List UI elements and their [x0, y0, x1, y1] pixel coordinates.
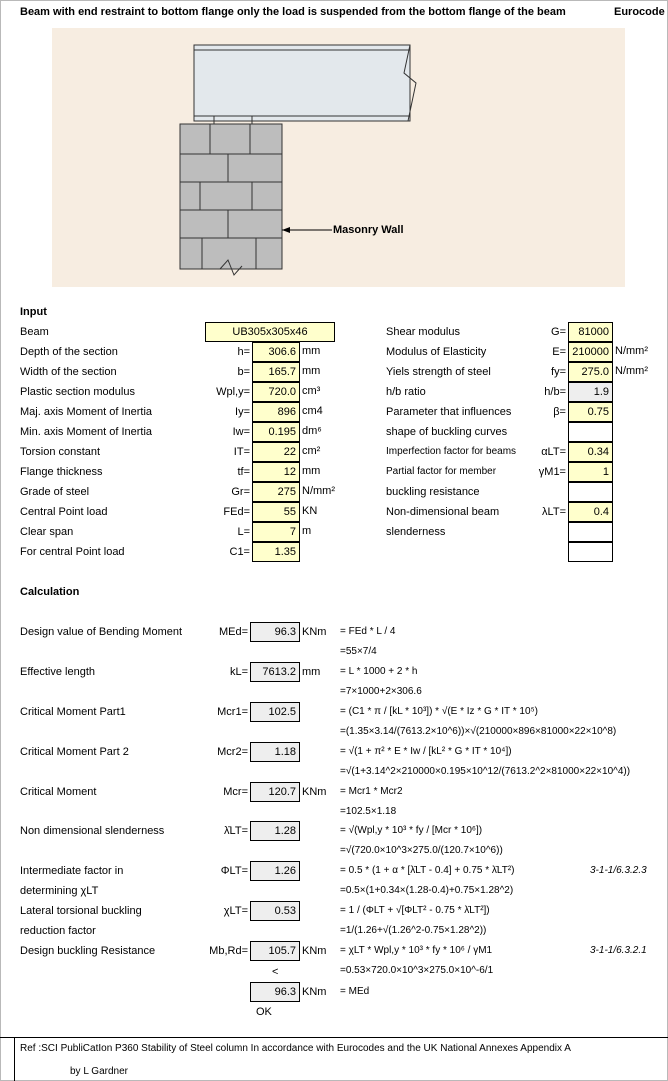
beam-wall-illustration: [52, 28, 625, 287]
input-value-cell[interactable]: 1.35: [252, 542, 300, 562]
calc-formula: = 1 / (ΦLT + √[ΦLT² - 0.75 * λ̄LT²]): [340, 905, 490, 916]
beam-section-select[interactable]: UB305x305x46: [205, 322, 335, 342]
input-symbol: h=: [237, 346, 250, 358]
input-unit: mm: [302, 345, 321, 357]
input-symbol: C1=: [229, 546, 250, 558]
calc-label-line2: reduction factor: [20, 925, 96, 937]
calc-label-line2: determining χLT: [20, 885, 99, 897]
input-label: Clear span: [20, 526, 74, 538]
footer-reference: Ref :SCI PubliCatIon P360 Stability of Steel column In accordance with Eurocodes and the UK National Annexes Appendix A: [20, 1043, 571, 1054]
input-value-cell-right[interactable]: 0.4: [568, 502, 613, 522]
calc-unit: mm: [302, 666, 321, 678]
ok-label: OK: [256, 1006, 272, 1018]
sheet-title: Beam with end restraint to bottom flange only the load is suspended from the bottom flange of the beam: [20, 6, 566, 18]
compare-symbol: <: [272, 966, 279, 978]
calc-unit: KNm: [302, 626, 327, 638]
input-label-right: slenderness: [386, 526, 446, 538]
beam-drawing: [52, 28, 625, 287]
input-value-cell-right: [568, 542, 613, 562]
input-unit: mm: [302, 365, 321, 377]
input-unit: N/mm²: [302, 485, 335, 497]
calc-formula: = FEd * L / 4: [340, 626, 396, 637]
calc-symbol: Mcr2=: [217, 746, 248, 758]
input-unit: dm⁶: [302, 425, 322, 437]
calc-formula-values: =102.5×1.18: [340, 806, 397, 817]
input-unit: cm²: [302, 445, 321, 457]
calc-formula-values: =(1.35×3.14/(7613.2×10^6))×√(210000×896×81000×22×10^8): [340, 726, 617, 737]
calc-result-cell[interactable]: 1.26: [250, 861, 300, 881]
code-label: Eurocode: [614, 6, 665, 18]
input-label: Flange thickness: [20, 466, 103, 478]
input-label: Grade of steel: [20, 486, 90, 498]
input-symbol: FEd=: [223, 506, 250, 518]
input-symbol: L=: [237, 526, 250, 538]
calc-result-cell[interactable]: 7613.2: [250, 662, 300, 682]
input-value-cell[interactable]: 165.7: [252, 362, 300, 382]
input-symbol-right: γM1=: [538, 466, 566, 478]
input-symbol-right: E=: [552, 346, 566, 358]
calc-symbol: λ̄LT=: [224, 825, 248, 837]
input-label-right: Yiels strength of steel: [386, 366, 491, 378]
calc-formula: = √(1 + π² * E * Iw / [kL² * G * IT * 10⁴]): [340, 746, 512, 757]
calc-result-cell[interactable]: 102.5: [250, 702, 300, 722]
calc-label: Critical Moment: [20, 786, 97, 798]
input-symbol: Iy=: [235, 406, 250, 418]
input-symbol-right: αLT=: [541, 446, 566, 458]
input-symbol-right: h/b=: [544, 386, 566, 398]
input-label-right: Non-dimensional beam: [386, 506, 500, 518]
input-symbol-right: λLT=: [542, 506, 566, 518]
input-label-right: Shear modulus: [386, 326, 460, 338]
calc-symbol: Mb,Rd=: [209, 945, 248, 957]
input-value-cell[interactable]: 306.6: [252, 342, 300, 362]
input-label-right: Parameter that influences: [386, 406, 512, 418]
input-value-cell-right[interactable]: 81000: [568, 322, 613, 342]
calc-label: Design buckling Resistance: [20, 945, 156, 957]
calc-result-cell[interactable]: 120.7: [250, 782, 300, 802]
input-value-cell-right[interactable]: 210000: [568, 342, 613, 362]
calc-symbol: χLT=: [223, 905, 248, 917]
input-label: Central Point load: [20, 506, 108, 518]
input-label-right: Imperfection factor for beams: [386, 446, 517, 457]
input-symbol-right: fy=: [551, 366, 566, 378]
input-symbol-right: β=: [553, 406, 566, 418]
calc-result-cell[interactable]: 105.7: [250, 941, 300, 961]
input-unit: mm: [302, 465, 321, 477]
calc-formula-values: =7×1000+2×306.6: [340, 686, 422, 697]
input-symbol: IT=: [233, 446, 250, 458]
input-label: Maj. axis Moment of Inertia: [20, 406, 153, 418]
input-value-cell[interactable]: 275: [252, 482, 300, 502]
code-reference: 3-1-1/6.3.2.1: [590, 945, 647, 956]
input-unit-right: N/mm²: [615, 365, 648, 377]
input-value-cell-right[interactable]: 0.75: [568, 402, 613, 422]
calc-label: Non dimensional slenderness: [20, 825, 165, 837]
med-unit: KNm: [302, 986, 327, 998]
input-value-cell[interactable]: 55: [252, 502, 300, 522]
input-value-cell[interactable]: 896: [252, 402, 300, 422]
calc-result-cell[interactable]: 1.18: [250, 742, 300, 762]
input-label: Min. axis Moment of Inertia: [20, 426, 153, 438]
input-label-right: buckling resistance: [386, 486, 480, 498]
calc-label: Intermediate factor in: [20, 865, 124, 877]
calc-label: Critical Moment Part1: [20, 706, 126, 718]
footer-author: by L Gardner: [70, 1066, 128, 1077]
input-value-cell-right: [568, 522, 613, 542]
calc-symbol: MEd=: [218, 626, 248, 638]
input-value-cell[interactable]: 12: [252, 462, 300, 482]
input-unit: cm4: [302, 405, 323, 417]
calc-formula: = (C1 * π / [kL * 10³]) * √(E * Iz * G * IT * 10⁵): [340, 706, 538, 717]
input-symbol-right: G=: [551, 326, 566, 338]
input-label: Torsion constant: [20, 446, 101, 458]
calc-formula-values: =55×7/4: [340, 646, 377, 657]
calc-formula: = 0.5 * (1 + α * [λ̄LT - 0.4] + 0.75 * λ̄LT²): [340, 865, 515, 876]
input-unit: m: [302, 525, 312, 537]
calc-formula-values: =√(1+3.14^2×210000×0.195×10^12/(7613.2^2×81000×22×10^4)): [340, 766, 631, 777]
calc-label: Design value of Bending Moment: [20, 626, 183, 638]
calc-symbol: ΦLT=: [220, 865, 248, 877]
calc-formula: = L * 1000 + 2 * h: [340, 666, 418, 677]
input-symbol: Gr=: [231, 486, 250, 498]
calc-result-cell[interactable]: 1.28: [250, 821, 300, 841]
input-value-cell-right[interactable]: 1: [568, 462, 613, 482]
footer-divider: [0, 1037, 668, 1038]
input-symbol: Iw=: [232, 426, 250, 438]
input-value-cell-right[interactable]: 275.0: [568, 362, 613, 382]
input-label-right: h/b ratio: [386, 386, 426, 398]
input-label: Width of the section: [20, 366, 117, 378]
input-label-right: Partial factor for member: [386, 466, 497, 477]
input-value-cell[interactable]: 22: [252, 442, 300, 462]
calc-formula: = Mcr1 * Mcr2: [340, 786, 403, 797]
input-unit: KN: [302, 505, 318, 517]
input-value-cell-right: [568, 482, 613, 502]
input-label-right: shape of buckling curves: [386, 426, 508, 438]
footer-left-border: [14, 1037, 15, 1081]
input-label-right: Modulus of Elasticity: [386, 346, 487, 358]
calc-label: Critical Moment Part 2: [20, 746, 129, 758]
input-label: Plastic section modulus: [20, 386, 135, 398]
calc-label: Effective length: [20, 666, 96, 678]
calc-heading: Calculation: [20, 586, 80, 598]
input-value-cell-right: [568, 422, 613, 442]
input-symbol: tf=: [237, 466, 250, 478]
input-value-cell[interactable]: 720.0: [252, 382, 300, 402]
input-unit: cm³: [302, 385, 321, 397]
input-value-cell[interactable]: 0.195: [252, 422, 300, 442]
input-value-cell-right[interactable]: 0.34: [568, 442, 613, 462]
code-reference: 3-1-1/6.3.2.3: [590, 865, 647, 876]
input-value-cell-right[interactable]: 1.9: [568, 382, 613, 402]
wall-label: Masonry Wall: [333, 224, 404, 236]
calc-unit: KNm: [302, 945, 327, 957]
calc-formula: = √(Wpl,y * 10³ * fy / [Mcr * 10⁶]): [340, 825, 483, 836]
input-heading: Input: [20, 306, 47, 318]
calc-unit: KNm: [302, 786, 327, 798]
calc-symbol: Mcr1=: [217, 706, 248, 718]
calc-formula-values: =1/(1.26+√(1.26^2-0.75×1.28^2)): [340, 925, 487, 936]
calc-formula-values: =0.53×720.0×10^3×275.0×10^-6/1: [340, 965, 494, 976]
calc-formula: = χLT * Wpl,y * 10³ * fy * 10⁶ / γM1: [340, 945, 493, 956]
calc-result-cell[interactable]: 0.53: [250, 901, 300, 921]
input-label: Beam: [20, 326, 49, 338]
calc-formula-values: =√(720.0×10^3×275.0/(120.7×10^6)): [340, 845, 503, 856]
input-symbol: Wpl,y=: [216, 386, 250, 398]
input-label: Depth of the section: [20, 346, 118, 358]
calc-formula-values: =0.5×(1+0.34×(1.28-0.4)+0.75×1.28^2): [340, 885, 514, 896]
input-symbol: b=: [237, 366, 250, 378]
calc-result-cell[interactable]: 96.3: [250, 622, 300, 642]
med-formula: = MEd: [340, 986, 370, 997]
calc-label: Lateral torsional buckling: [20, 905, 142, 917]
input-value-cell[interactable]: 7: [252, 522, 300, 542]
med-value-cell[interactable]: 96.3: [250, 982, 300, 1002]
input-label: For central Point load: [20, 546, 125, 558]
calc-symbol: kL=: [229, 666, 248, 678]
input-unit-right: N/mm²: [615, 345, 648, 357]
calc-symbol: Mcr=: [223, 786, 248, 798]
